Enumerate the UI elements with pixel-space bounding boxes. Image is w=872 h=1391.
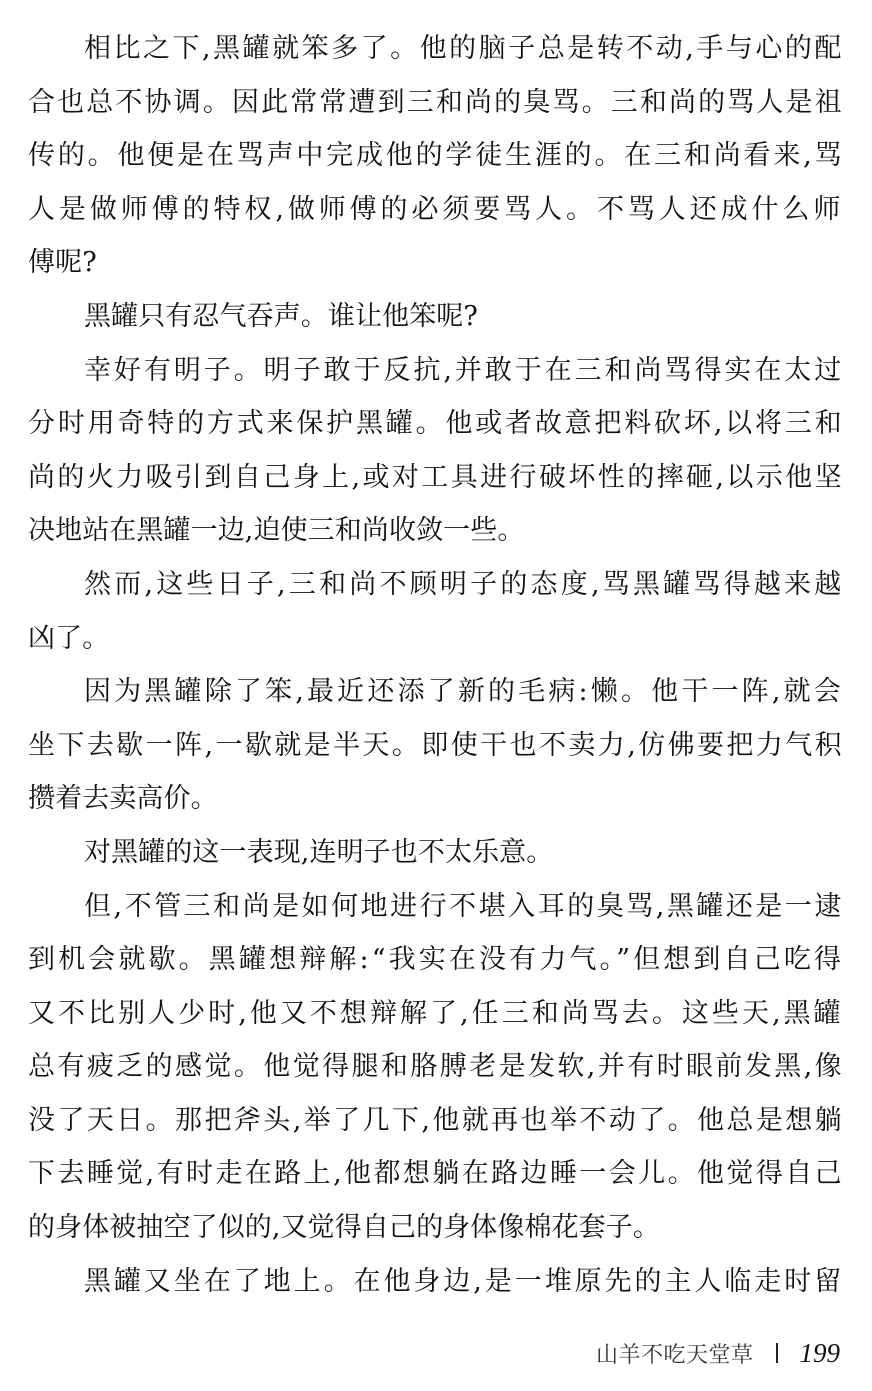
text-line: 分时用奇特的方式来保护黑罐。他或者故意把料砍坏,以将三和 [28, 408, 845, 440]
text-line: 没了天日。那把斧头,举了几下,他就再也举不动了。他总是想躺 [28, 1104, 845, 1136]
page-number: 199 [799, 1337, 840, 1368]
text-line: 相比之下,黑罐就笨多了。他的脑子总是转不动,手与心的配 [84, 33, 844, 64]
text-line: 因为黑罐除了笨,最近还添了新的毛病:懒。他干一阵,就会 [84, 676, 844, 708]
book-title: 山羊不吃天堂草 [595, 1342, 754, 1368]
text-line: 的身体被抽空了似的,又觉得自己的身体像棉花套子。 [28, 1212, 660, 1244]
text-line: 下去睡觉,有时走在路上,他都想躺在路边睡一会儿。他觉得自己 [28, 1158, 845, 1190]
text-line: 决地站在黑罐一边,迫使三和尚收敛一些。 [28, 515, 525, 547]
text-line: 合也总不协调。因此常常遭到三和尚的臭骂。三和尚的骂人是祖 [28, 86, 844, 118]
text-line: 然而,这些日子,三和尚不顾明子的态度,骂黑罐骂得越来越 [84, 568, 845, 600]
text-line: 传的。他便是在骂声中完成他的学徒生涯的。在三和尚看来,骂 [28, 140, 845, 172]
page-body [28, 22, 844, 1308]
text-line: 对黑罐的这一表现,连明子也不太乐意。 [84, 836, 554, 868]
text-line: 又不比别人少时,他又不想辩解了,任三和尚骂去。这些天,黑罐 [28, 997, 844, 1029]
text-line: 攒着去卖高价。 [28, 783, 218, 815]
text-line: 人是做师傅的特权,做师傅的必须要骂人。不骂人还成什么师 [28, 193, 845, 225]
text-line: 幸好有明子。明子敢于反抗,并敢于在三和尚骂得实在太过 [84, 354, 845, 386]
text-line: 尚的火力吸引到自己身上,或对工具进行破坏性的摔砸,以示他坚 [28, 461, 845, 493]
text-line: 黑罐只有忍气吞声。谁让他笨呢? [84, 300, 478, 332]
text-line: 到机会就歇。黑罐想辩解:“我实在没有力气。”但想到自己吃得 [28, 944, 845, 976]
text-line: 傅呢? [28, 247, 97, 279]
text-line: 黑罐又坐在了地上。在他身边,是一堆原先的主人临走时留 [84, 1265, 845, 1297]
footer-divider [776, 1343, 778, 1363]
page-footer [596, 1333, 840, 1373]
text-line: 坐下去歇一阵,一歇就是半天。即使干也不卖力,仿佛要把力气积 [28, 729, 845, 761]
text-line: 总有疲乏的感觉。他觉得腿和胳膊老是发软,并有时眼前发黑,像 [28, 1051, 845, 1083]
text-line: 但,不管三和尚是如何地进行不堪入耳的臭骂,黑罐还是一逮 [84, 890, 844, 922]
text-line: 凶了。 [28, 622, 110, 654]
